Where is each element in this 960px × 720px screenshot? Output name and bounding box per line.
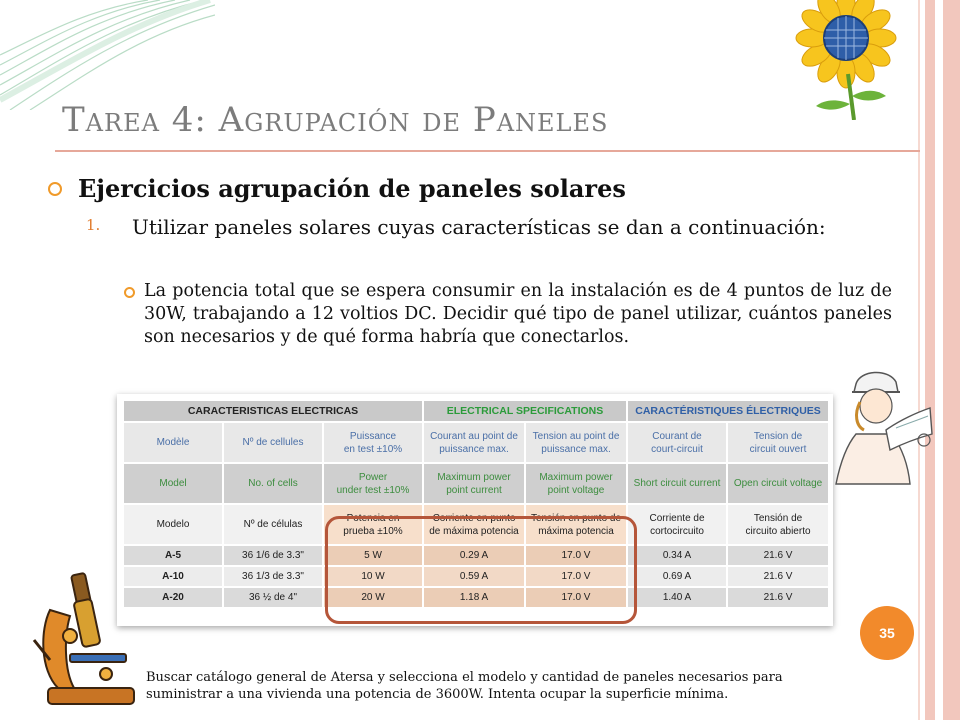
table-row: [123, 545, 829, 566]
section-heading: Ejercicios agrupación de paneles solares: [78, 174, 626, 203]
bullet-circle-icon: [48, 182, 62, 196]
header-es: CARACTERISTICAS ELECTRICAS: [123, 400, 423, 422]
table-cell: Modelo: [123, 504, 223, 545]
table-cell: 1.40 A: [627, 587, 727, 608]
table-cell: A-20: [123, 587, 223, 608]
bullet-circle-icon: [124, 287, 135, 298]
table-cell: No. of cells: [223, 463, 323, 504]
table-row-spanish: [123, 504, 829, 545]
table-cell: 36 ½ de 4": [223, 587, 323, 608]
table-cell: Tension au point de puissance max.: [525, 422, 627, 463]
table-cell: Tension de circuit ouvert: [727, 422, 829, 463]
table-cell: Puissance en test ±10%: [323, 422, 423, 463]
table-cell: 5 W: [323, 545, 423, 566]
table-row: [123, 566, 829, 587]
table-cell: Short circuit current: [627, 463, 727, 504]
engineer-woman-icon: [826, 368, 934, 488]
decorative-stripe: [943, 0, 960, 720]
header-en: ELECTRICAL SPECIFICATIONS: [423, 400, 627, 422]
table-header-row: [123, 400, 829, 422]
table-row-french: [123, 422, 829, 463]
table-cell: 10 W: [323, 566, 423, 587]
table-cell: Model: [123, 463, 223, 504]
sunflower-solar-icon: [768, 0, 918, 120]
table-cell: 0.29 A: [423, 545, 525, 566]
table-cell: Maximum power point current: [423, 463, 525, 504]
table-cell: 0.59 A: [423, 566, 525, 587]
footer-note: Buscar catálogo general de Atersa y selecciona el modelo y cantidad de paneles necesarios para suministrar a una vivienda una potencia de 3600W. Intenta ocupar la superficie mínima.: [146, 670, 783, 702]
table-cell: 20 W: [323, 587, 423, 608]
decorative-stripe: [918, 0, 920, 720]
title-divider: [55, 150, 920, 152]
electrical-spec-table: [122, 399, 830, 609]
microscope-icon: [30, 570, 140, 710]
table-cell: 21.6 V: [727, 587, 829, 608]
header-fr: CARACTÉRISTIQUES ÉLECTRIQUES: [627, 400, 829, 422]
green-swoosh-decoration: [0, 0, 215, 110]
table-cell: Courant au point de puissance max.: [423, 422, 525, 463]
table-cell: Potencia en prueba ±10%: [323, 504, 423, 545]
table-cell: Tensión de circuito abierto: [727, 504, 829, 545]
table-cell: 0.69 A: [627, 566, 727, 587]
table-cell: 21.6 V: [727, 545, 829, 566]
table-cell: 21.6 V: [727, 566, 829, 587]
table-row-english: [123, 463, 829, 504]
slide-title: Tarea 4: Agrupación de Paneles: [62, 100, 609, 140]
table-row: [123, 587, 829, 608]
table-cell: Nº de cellules: [223, 422, 323, 463]
table-cell: 1.18 A: [423, 587, 525, 608]
item-number: 1.: [86, 216, 101, 234]
table-cell: A-10: [123, 566, 223, 587]
table-cell: 17.0 V: [525, 566, 627, 587]
table-cell: 17.0 V: [525, 587, 627, 608]
spec-table-image: [117, 394, 833, 626]
table-cell: 0.34 A: [627, 545, 727, 566]
item-text: Utilizar paneles solares cuyas características se dan a continuación:: [132, 215, 826, 239]
table-cell: 17.0 V: [525, 545, 627, 566]
table-cell: Power under test ±10%: [323, 463, 423, 504]
sub-bullet-text: La potencia total que se espera consumir en la instalación es de 4 puntos de luz de 30W, trabajando a 12 voltios DC. Decidir qué tipo de panel utilizar, cuántos paneles son necesarios y de qué forma habría que conectarlos.: [144, 281, 892, 347]
table-cell: Maximum power point voltage: [525, 463, 627, 504]
page-number-badge: 35: [860, 606, 914, 660]
table-cell: A-5: [123, 545, 223, 566]
table-cell: Nº de células: [223, 504, 323, 545]
table-cell: 36 1/6 de 3.3": [223, 545, 323, 566]
table-cell: Corriente de cortocircuito: [627, 504, 727, 545]
table-cell: Open circuit voltage: [727, 463, 829, 504]
table-cell: Courant de court-circuit: [627, 422, 727, 463]
table-cell: Modèle: [123, 422, 223, 463]
table-cell: 36 1/3 de 3.3": [223, 566, 323, 587]
table-cell: Corriente en punto de máxima potencia: [423, 504, 525, 545]
decorative-stripe: [925, 0, 935, 720]
table-cell: Tensión en punto de máxima potencia: [525, 504, 627, 545]
